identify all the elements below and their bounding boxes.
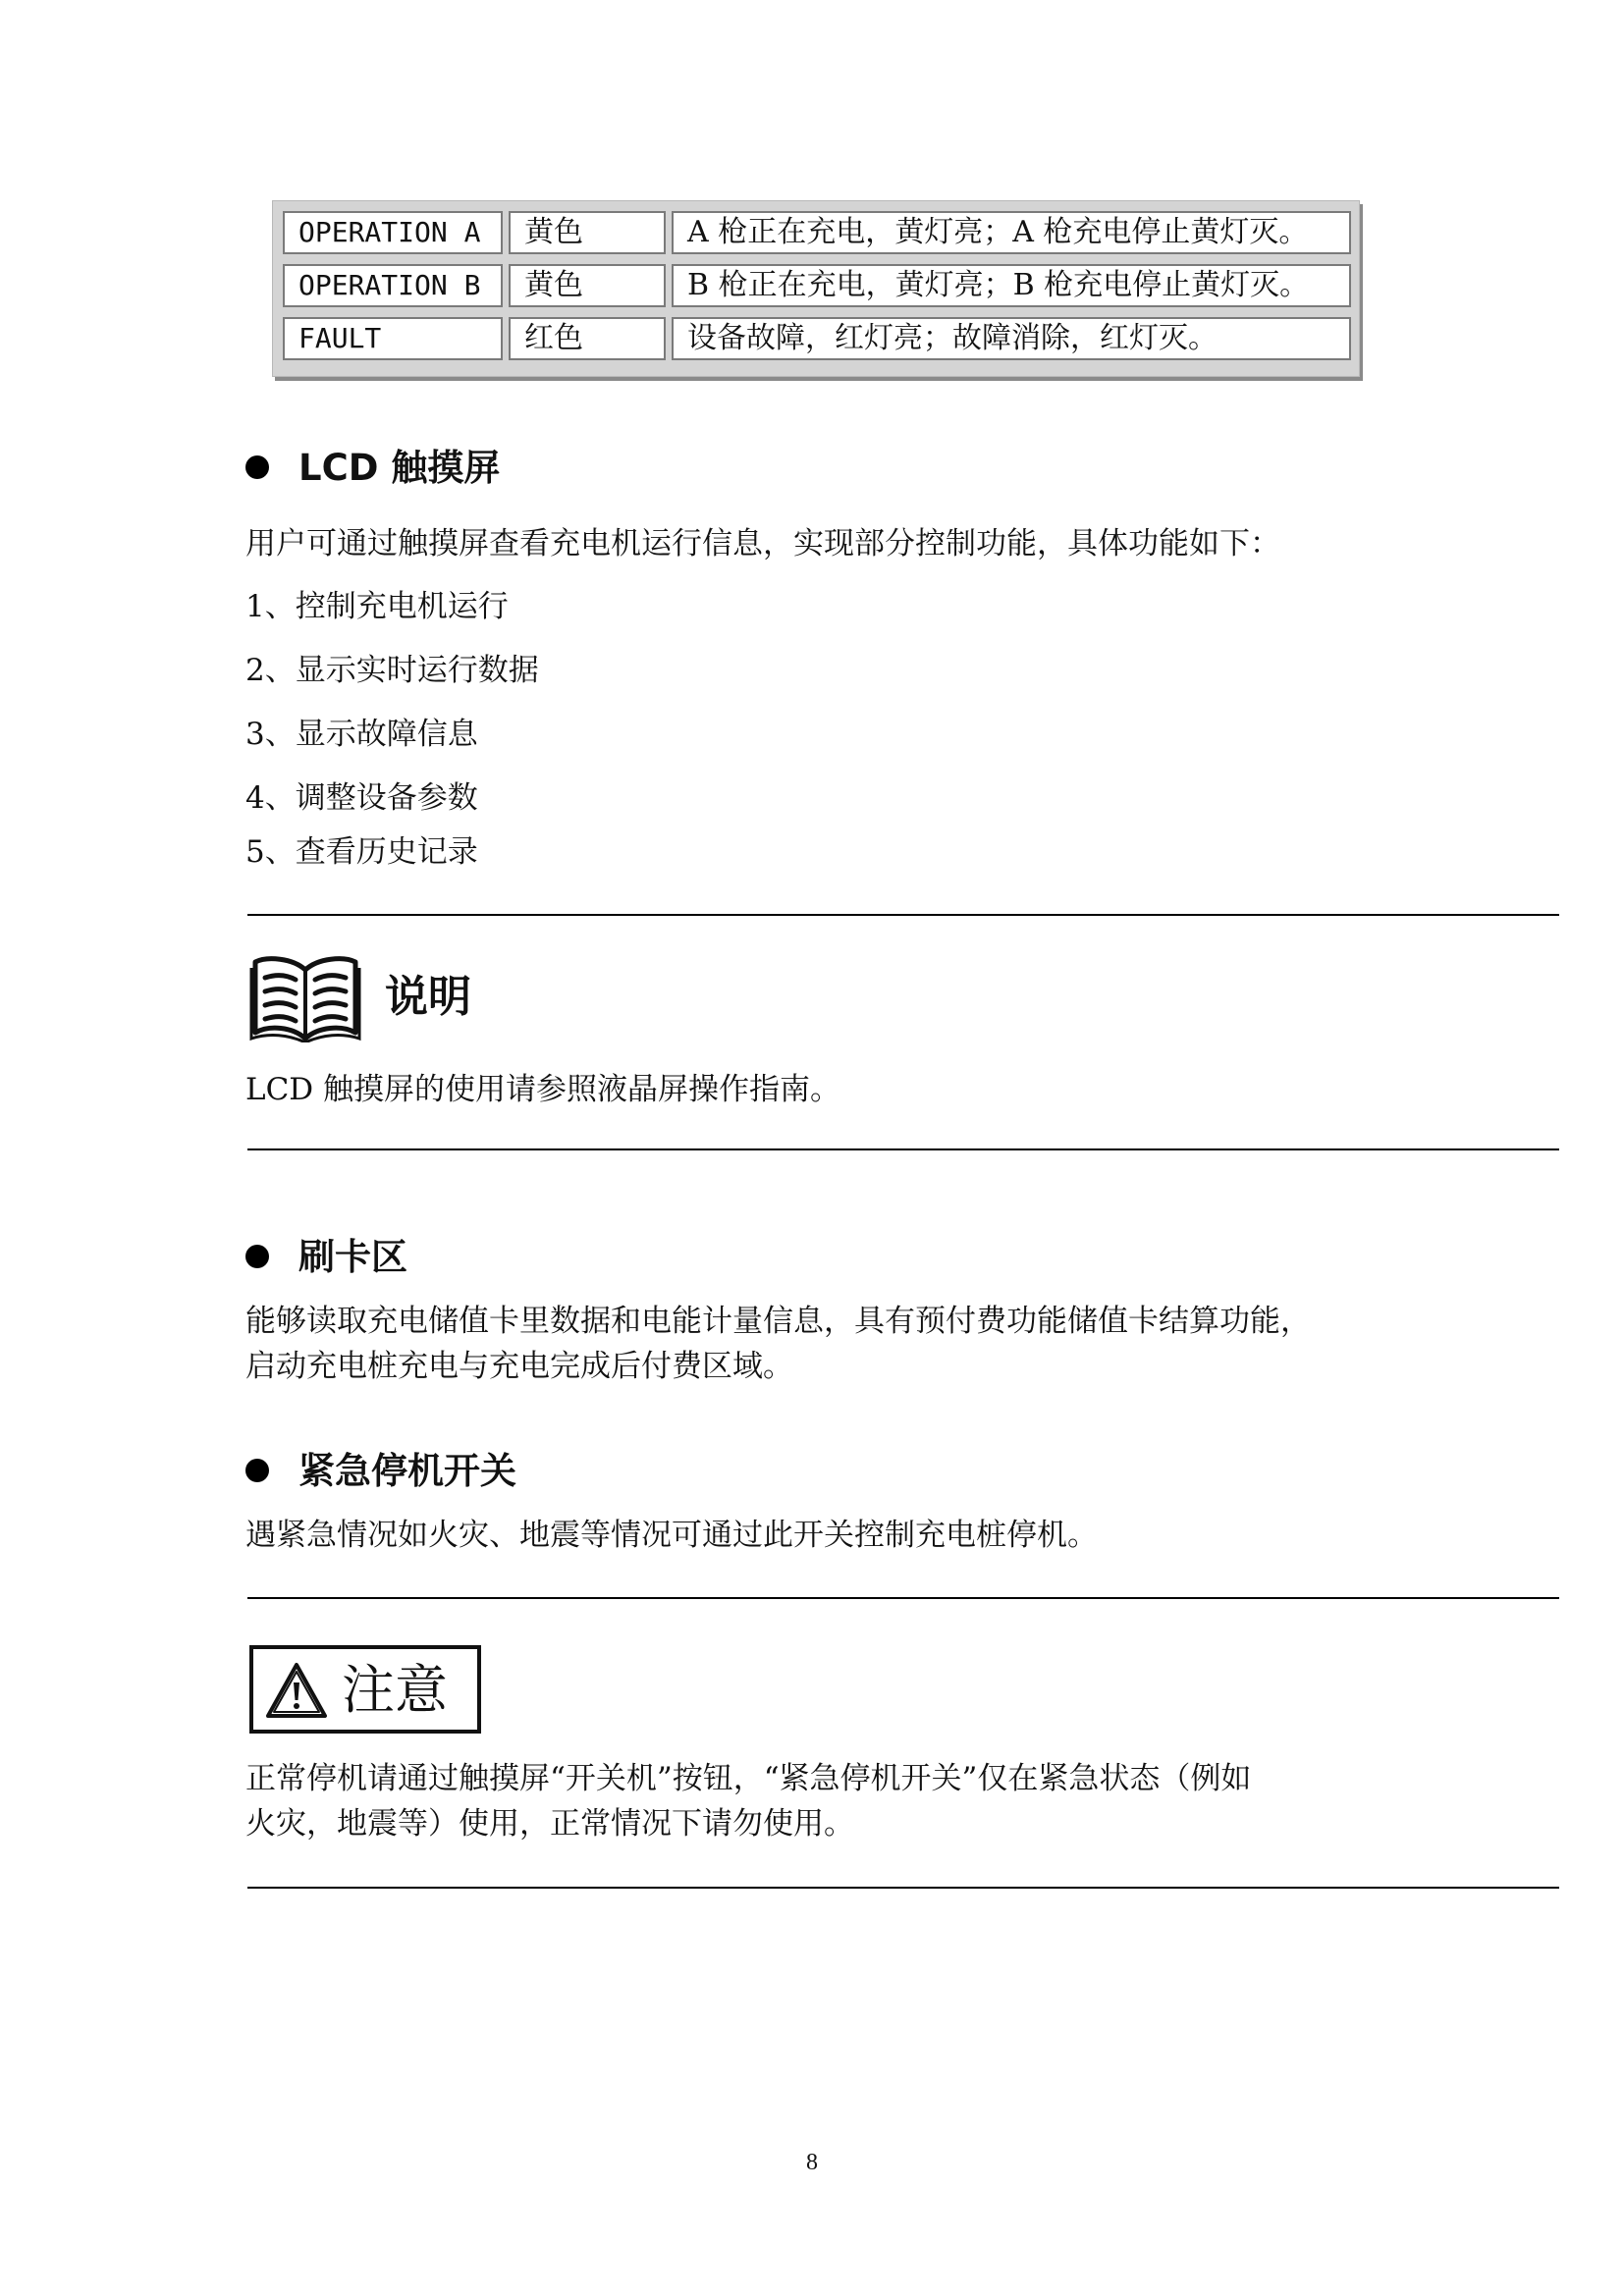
estop-section-heading (245, 1447, 516, 1496)
table-row (283, 317, 1351, 360)
caution-title: 注意 (342, 1659, 448, 1721)
divider (247, 1887, 1559, 1889)
table-row (283, 211, 1351, 254)
lcd-section-heading (245, 444, 500, 493)
bullet-icon (245, 455, 269, 479)
estop-section-title: 紧急停机开关 (298, 1450, 516, 1492)
table-cell-name: FAULT (283, 317, 503, 360)
table-cell-color: 黄色 (509, 211, 666, 254)
note-title: 说明 (385, 972, 471, 1022)
card-section-title: 刷卡区 (298, 1236, 407, 1278)
list-item: 4、调整设备参数 (245, 780, 478, 816)
caution-box (249, 1645, 481, 1734)
card-section-heading (245, 1233, 407, 1282)
list-item: 3、显示故障信息 (245, 717, 478, 752)
table-cell-color: 黄色 (509, 264, 666, 307)
table-cell-name: OPERATION B (283, 264, 503, 307)
indicator-table (272, 200, 1360, 377)
list-item: 2、显示实时运行数据 (245, 653, 539, 688)
divider (247, 1148, 1559, 1150)
card-line-1: 能够读取充电储值卡里数据和电能计量信息，具有预付费功能储值卡结算功能， (245, 1304, 1311, 1339)
bullet-icon (245, 1245, 269, 1268)
warning-triangle-icon (265, 1661, 328, 1720)
table-cell-name: OPERATION A (283, 211, 503, 254)
list-item: 1、控制充电机运行 (245, 589, 509, 624)
lcd-section-title: LCD 触摸屏 (298, 447, 501, 489)
estop-text: 遇紧急情况如火灾、地震等情况可通过此开关控制充电桩停机。 (245, 1518, 1098, 1553)
table-cell-description: 设备故障，红灯亮；故障消除，红灯灭。 (672, 317, 1351, 360)
list-item: 5、查看历史记录 (245, 834, 478, 870)
table-cell-description: B 枪正在充电，黄灯亮；B 枪充电停止黄灯灭。 (672, 264, 1351, 307)
divider (247, 1597, 1559, 1599)
open-book-icon (249, 954, 361, 1042)
caution-line-1: 正常停机请通过触摸屏“开关机”按钮，“紧急停机开关”仅在紧急状态（例如 (245, 1761, 1252, 1796)
caution-line-2: 火灾，地震等）使用，正常情况下请勿使用。 (245, 1806, 854, 1842)
table-cell-color: 红色 (509, 317, 666, 360)
divider (247, 914, 1559, 916)
bullet-icon (245, 1459, 269, 1482)
page-number: 8 (806, 2150, 818, 2175)
note-text: LCD 触摸屏的使用请参照液晶屏操作指南。 (245, 1072, 841, 1107)
card-line-2: 启动充电桩充电与充电完成后付费区域。 (245, 1349, 793, 1384)
table-cell-description: A 枪正在充电，黄灯亮；A 枪充电停止黄灯灭。 (672, 211, 1351, 254)
table-row (283, 264, 1351, 307)
lcd-intro: 用户可通过触摸屏查看充电机运行信息，实现部分控制功能，具体功能如下： (245, 526, 1280, 561)
